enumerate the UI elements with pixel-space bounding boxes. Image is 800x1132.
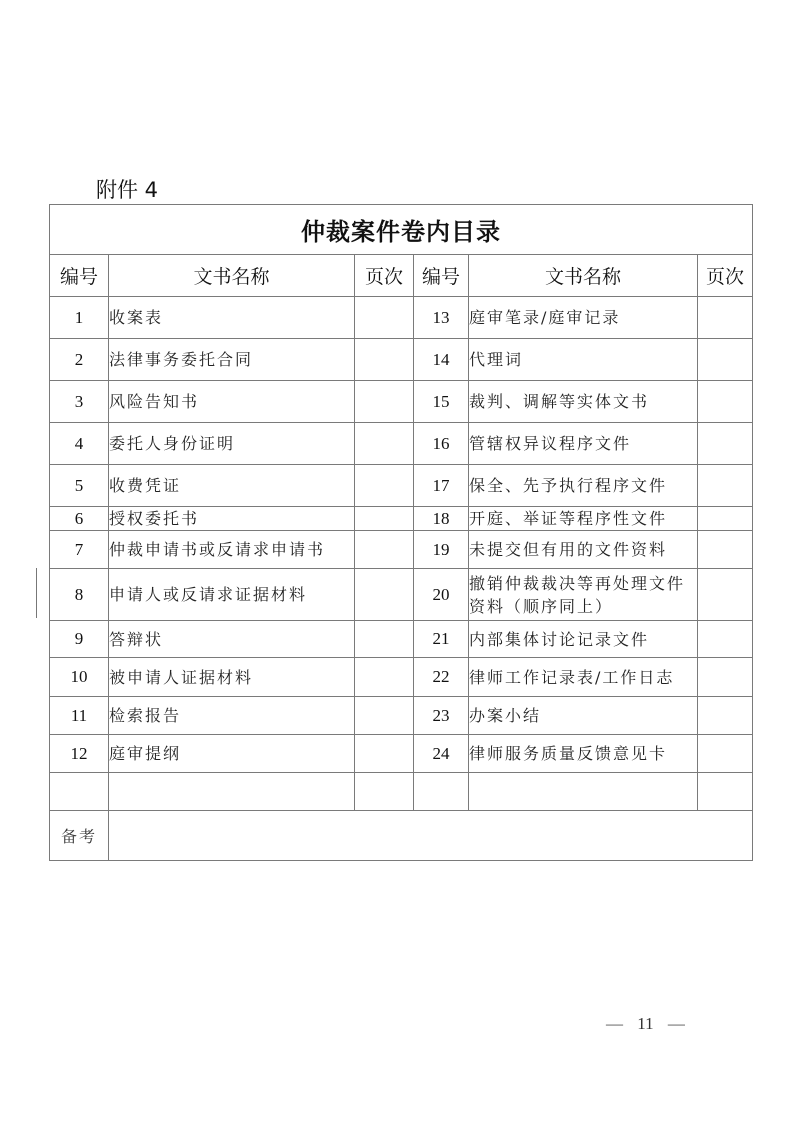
page-cell xyxy=(698,531,753,569)
document-name: 答辩状 xyxy=(109,621,355,658)
document-name: 律师工作记录表/工作日志 xyxy=(469,658,698,697)
document-name: 庭审笔录/庭审记录 xyxy=(469,297,698,339)
page-cell xyxy=(355,697,414,735)
item-number: 12 xyxy=(50,735,109,773)
table-row xyxy=(50,621,753,658)
page-cell xyxy=(355,735,414,773)
document-name: 授权委托书 xyxy=(109,507,355,531)
item-number: 17 xyxy=(414,465,469,507)
document-name: 被申请人证据材料 xyxy=(109,658,355,697)
page-cell xyxy=(698,339,753,381)
header-number-right: 编号 xyxy=(414,255,469,297)
page-cell xyxy=(698,697,753,735)
table-row xyxy=(50,507,753,531)
item-number: 6 xyxy=(50,507,109,531)
page-cell xyxy=(698,658,753,697)
item-number: 7 xyxy=(50,531,109,569)
document-name: 撤销仲裁裁决等再处理文件资料（顺序同上） xyxy=(469,569,698,621)
margin-mark xyxy=(36,568,37,618)
document-name xyxy=(469,773,698,811)
table-row xyxy=(50,339,753,381)
item-number: 4 xyxy=(50,423,109,465)
remarks-label: 备考 xyxy=(50,811,109,861)
document-name: 委托人身份证明 xyxy=(109,423,355,465)
remarks-field xyxy=(109,811,753,861)
table-row xyxy=(50,569,753,621)
table-row xyxy=(50,465,753,507)
table-row xyxy=(50,773,753,811)
item-number: 21 xyxy=(414,621,469,658)
document-name: 法律事务委托合同 xyxy=(109,339,355,381)
page-cell xyxy=(698,735,753,773)
item-number: 18 xyxy=(414,507,469,531)
document-name: 律师服务质量反馈意见卡 xyxy=(469,735,698,773)
item-number: 5 xyxy=(50,465,109,507)
document-name: 保全、先予执行程序文件 xyxy=(469,465,698,507)
item-number: 20 xyxy=(414,569,469,621)
page-cell xyxy=(355,531,414,569)
document-name: 未提交但有用的文件资料 xyxy=(469,531,698,569)
document-name: 裁判、调解等实体文书 xyxy=(469,381,698,423)
item-number: 14 xyxy=(414,339,469,381)
page-cell xyxy=(698,423,753,465)
page-cell xyxy=(698,465,753,507)
dash-left: — xyxy=(606,1014,623,1033)
document-name: 申请人或反请求证据材料 xyxy=(109,569,355,621)
item-number: 19 xyxy=(414,531,469,569)
document-name: 代理词 xyxy=(469,339,698,381)
page-cell xyxy=(355,381,414,423)
item-number: 10 xyxy=(50,658,109,697)
table-row xyxy=(50,658,753,697)
item-number: 16 xyxy=(414,423,469,465)
page-cell xyxy=(698,569,753,621)
document-name: 风险告知书 xyxy=(109,381,355,423)
item-number: 13 xyxy=(414,297,469,339)
page-cell xyxy=(355,621,414,658)
table-row xyxy=(50,297,753,339)
item-number: 9 xyxy=(50,621,109,658)
page-cell xyxy=(698,381,753,423)
item-number: 15 xyxy=(414,381,469,423)
case-file-catalog-table xyxy=(49,204,753,861)
page-cell xyxy=(355,297,414,339)
page-cell xyxy=(355,773,414,811)
page-cell xyxy=(355,507,414,531)
table-row xyxy=(50,735,753,773)
document-name: 庭审提纲 xyxy=(109,735,355,773)
table-row xyxy=(50,381,753,423)
remarks-row xyxy=(50,811,753,861)
header-page-right: 页次 xyxy=(698,255,753,297)
item-number: 1 xyxy=(50,297,109,339)
table-row xyxy=(50,697,753,735)
page-cell xyxy=(698,507,753,531)
document-name: 收费凭证 xyxy=(109,465,355,507)
item-number: 22 xyxy=(414,658,469,697)
item-number xyxy=(414,773,469,811)
item-number xyxy=(50,773,109,811)
page-cell xyxy=(355,658,414,697)
document-name: 收案表 xyxy=(109,297,355,339)
document-name: 内部集体讨论记录文件 xyxy=(469,621,698,658)
page-number: 11 xyxy=(637,1014,654,1033)
document-name: 办案小结 xyxy=(469,697,698,735)
catalog-title: 仲裁案件卷内目录 xyxy=(50,205,753,255)
item-number: 24 xyxy=(414,735,469,773)
document-name: 仲裁申请书或反请求申请书 xyxy=(109,531,355,569)
page-cell xyxy=(698,621,753,658)
page-cell xyxy=(698,773,753,811)
table-row xyxy=(50,531,753,569)
header-page-left: 页次 xyxy=(355,255,414,297)
page-cell xyxy=(355,423,414,465)
document-name: 开庭、举证等程序性文件 xyxy=(469,507,698,531)
header-number-left: 编号 xyxy=(50,255,109,297)
item-number: 23 xyxy=(414,697,469,735)
item-number: 3 xyxy=(50,381,109,423)
item-number: 11 xyxy=(50,697,109,735)
header-doc-name-left: 文书名称 xyxy=(109,255,355,297)
document-name xyxy=(109,773,355,811)
page-cell xyxy=(698,297,753,339)
header-doc-name-right: 文书名称 xyxy=(469,255,698,297)
document-name: 管辖权异议程序文件 xyxy=(469,423,698,465)
page-cell xyxy=(355,339,414,381)
page-number-footer xyxy=(606,1014,685,1034)
item-number: 2 xyxy=(50,339,109,381)
dash-right: — xyxy=(667,1014,685,1033)
page-cell xyxy=(355,569,414,621)
attachment-label: 附件 4 xyxy=(96,178,159,202)
column-header-row xyxy=(50,255,753,297)
page-cell xyxy=(355,465,414,507)
item-number: 8 xyxy=(50,569,109,621)
table-row xyxy=(50,423,753,465)
document-name: 检索报告 xyxy=(109,697,355,735)
